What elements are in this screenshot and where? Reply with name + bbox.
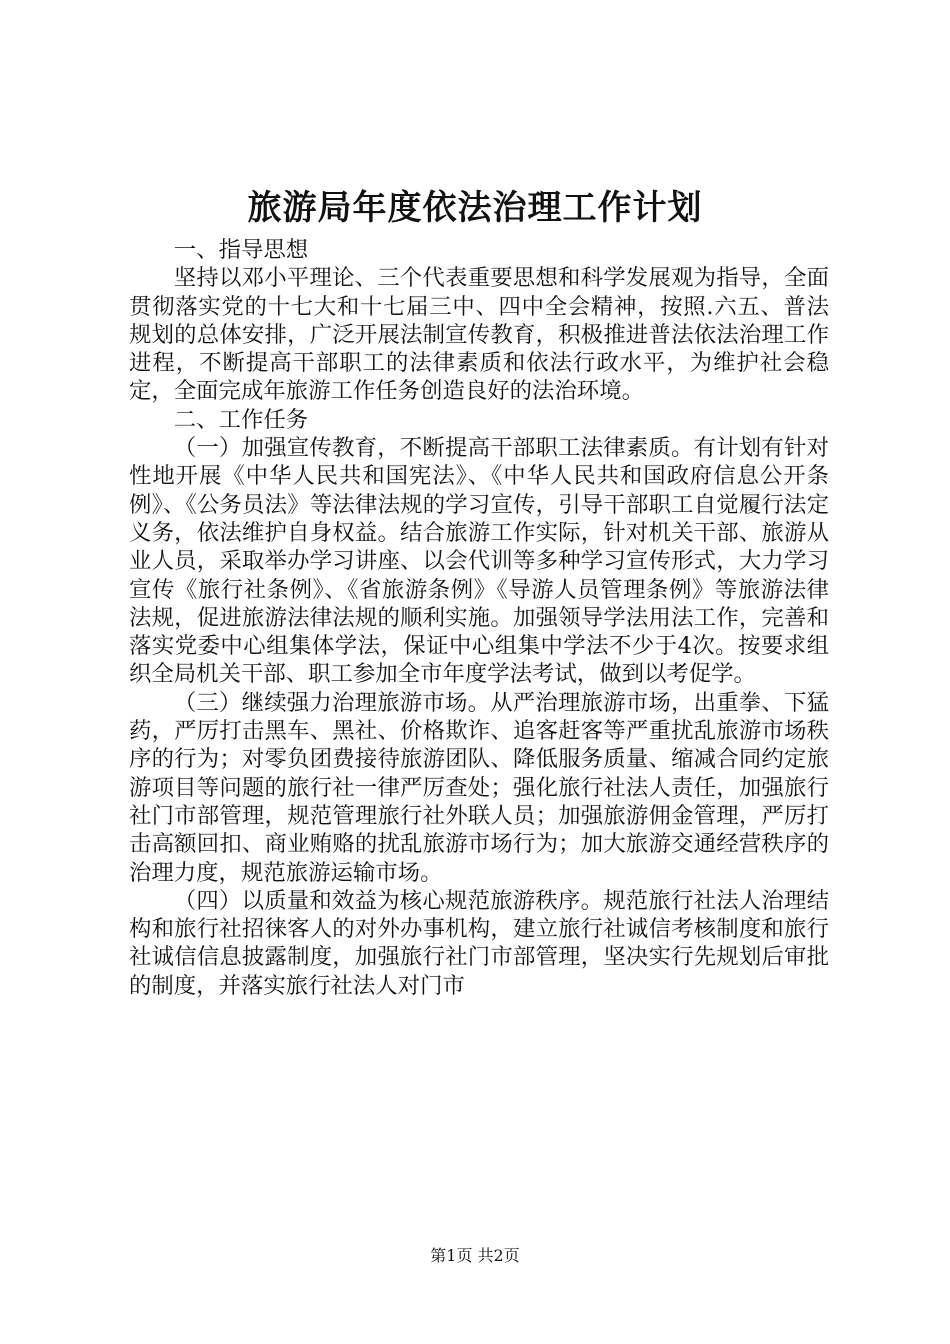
paragraph-guiding-ideology: 坚持以邓小平理论、三个代表重要思想和科学发展观为指导，全面贯彻落实党的十七大和十七届三中、四中全会精神，按照.六五、普法规划的总体安排，广泛开展法制宣传教育，积极推进普法依法治理工作进程，不断提高干部职工的法律素质和依法行政水平，为维护社会稳定，全面完成年旅游工作任务创造良好的法治环境。 [129, 265, 829, 405]
section-heading-guiding-ideology: 一、指导思想 [173, 237, 309, 263]
document-body [129, 236, 829, 1000]
paragraph-task-1: （一）加强宣传教育，不断提高干部职工法律素质。有计划有针对性地开展《中华人民共和国宪法》、《中华人民共和国政府信息公开条例》、《公务员法》等法律法规的学习宣传，引导干部职工自觉履行法定义务，依法维护自身权益。结合旅游工作实际，针对机关干部、旅游从业人员，采取举办学习讲座、以会代训等多种学习宣传形式，大力学习宣传《旅行社条例》、《省旅游条例》《导游人员管理条例》等旅游法律法规，促进旅游法律法规的顺利实施。加强领导学法用法工作，完善和落实党委中心组集体学法，保证中心组集中学法不少于4次。按要求组织全局机关干部、职工参加全市年度学法考试，做到以考促学。 [129, 435, 829, 688]
section-heading-work-tasks: 二、工作任务 [173, 406, 309, 433]
document-title: 旅游局年度依法治理工作计划 [247, 188, 703, 228]
paragraph-task-4: （四）以质量和效益为核心规范旅游秩序。规范旅行社法人治理结构和旅行社招徕客人的对外办事机构，建立旅行社诚信考核制度和旅行社诚信信息披露制度，加强旅行社门市部管理，坚决实行先规划后审批的制度，并落实旅行社法人对门市 [129, 887, 829, 999]
paragraph-task-3: （三）继续强力治理旅游市场。从严治理旅游市场，出重拳、下猛药，严厉打击黑车、黑社、价格欺诈、追客赶客等严重扰乱旅游市场秩序的行为；对零负团费接待旅游团队、降低服务质量、缩减合同约定旅游项目等问题的旅行社一律严厉查处；强化旅行社法人责任，加强旅行社门市部管理，规范管理旅行社外联人员；加强旅游佣金管理，严厉打击高额回扣、商业贿赂的扰乱旅游市场行为；加大旅游交通经营秩序的治理力度，规范旅游运输市场。 [129, 689, 829, 886]
page-footer: 第1页 共2页 [430, 1246, 520, 1265]
